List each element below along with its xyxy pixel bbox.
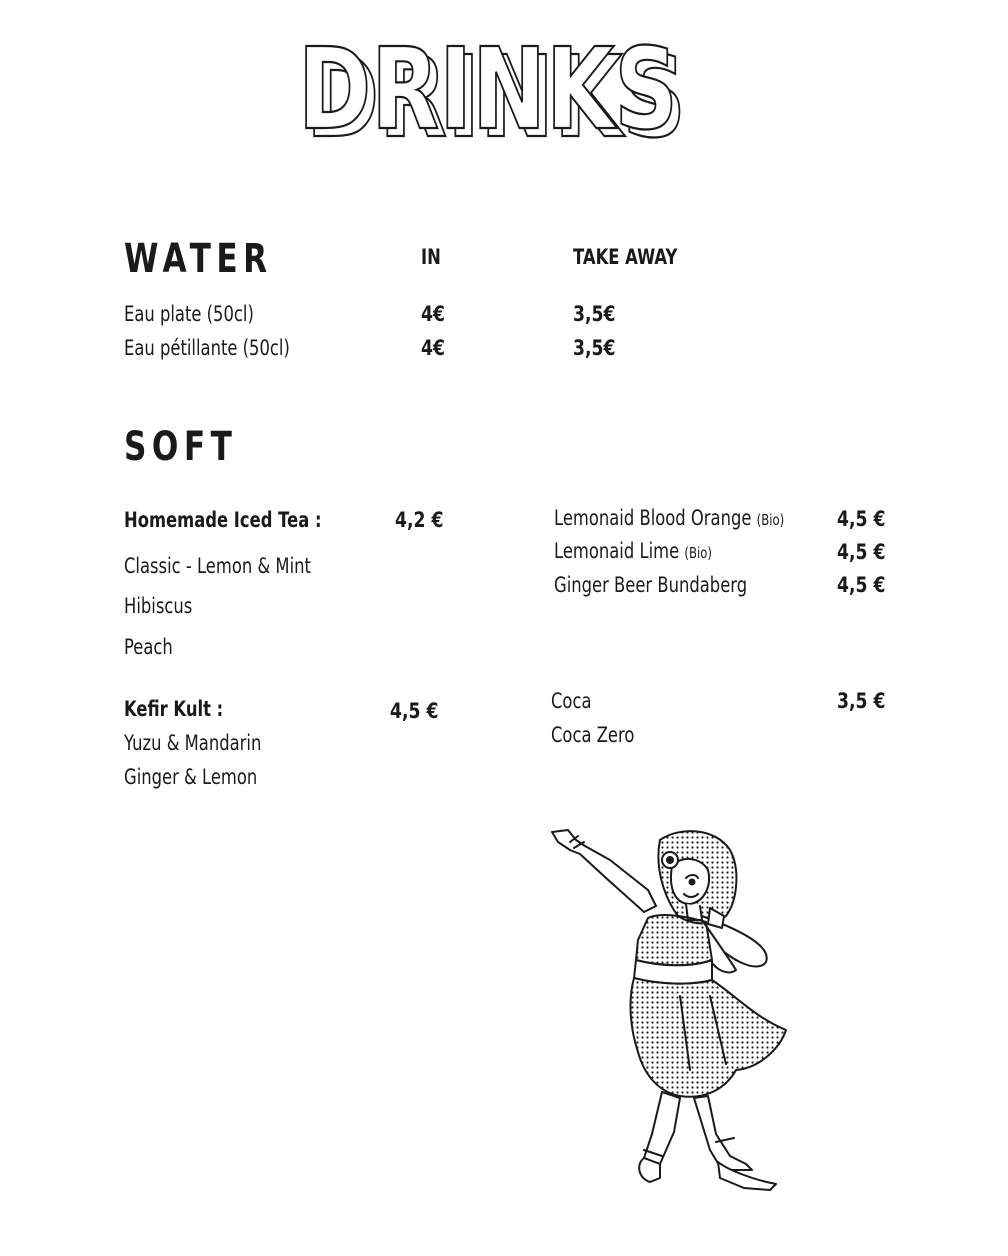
water-item-name: Eau pétillante (50cl) xyxy=(124,336,290,360)
water-item-price-in: 4€ xyxy=(421,302,445,326)
kefir-flavor: Yuzu & Mandarin xyxy=(124,731,262,755)
menu-title-text: DRINKS xyxy=(298,28,678,148)
menu-title-shadow: DRINKS xyxy=(306,33,686,148)
soft-right-item-price: 4,5 € xyxy=(837,507,886,531)
column-takeaway-label: TAKE AWAY xyxy=(573,245,678,269)
water-item-price-takeaway: 3,5€ xyxy=(573,302,616,326)
column-in-label: IN xyxy=(421,245,441,269)
bio-tag: (Bio) xyxy=(756,511,785,529)
coca-item: Coca Zero xyxy=(551,723,635,747)
iced-tea-flavor: Classic - Lemon & Mint xyxy=(124,554,311,578)
coca-price: 3,5 € xyxy=(837,689,886,713)
iced-tea-flavor: Hibiscus xyxy=(124,594,193,618)
soft-right-item-name: Lemonaid Lime xyxy=(554,539,680,563)
soft-right-item-name: Lemonaid Blood Orange xyxy=(554,506,752,530)
iced-tea-price: 4,2 € xyxy=(395,508,444,532)
water-item-price-in: 4€ xyxy=(421,336,445,360)
dancing-woman-illustration xyxy=(540,820,800,1200)
water-item-name: Eau plate (50cl) xyxy=(124,302,254,326)
soft-right-item-name: Ginger Beer Bundaberg xyxy=(554,573,748,597)
bio-tag: (Bio) xyxy=(684,544,712,562)
kefir-price: 4,5 € xyxy=(390,699,439,723)
kefir-flavor: Ginger & Lemon xyxy=(124,765,258,789)
soft-heading: SOFT xyxy=(124,424,238,470)
iced-tea-label: Homemade Iced Tea : xyxy=(124,508,322,532)
soft-right-item xyxy=(554,539,712,563)
soft-right-item xyxy=(554,506,784,530)
soft-right-item-price: 4,5 € xyxy=(837,540,886,564)
water-item-price-takeaway: 3,5€ xyxy=(573,336,616,360)
coca-item: Coca xyxy=(551,689,592,713)
soft-right-item-price: 4,5 € xyxy=(837,573,886,597)
iced-tea-flavor: Peach xyxy=(124,635,173,659)
water-heading: WATER xyxy=(124,236,273,282)
menu-title xyxy=(290,28,710,148)
kefir-label: Kefir Kult : xyxy=(124,697,224,721)
